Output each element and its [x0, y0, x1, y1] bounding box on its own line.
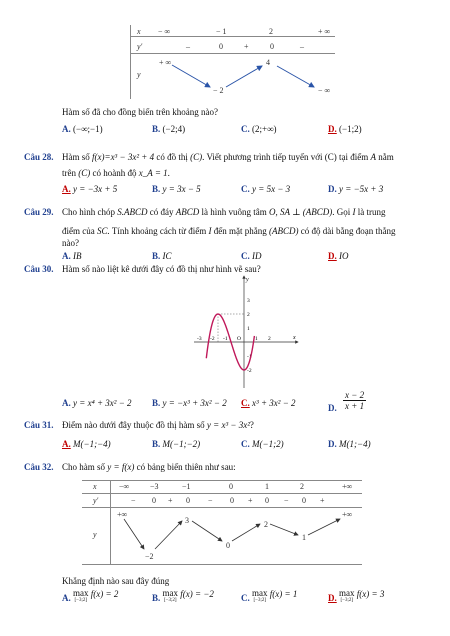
- graph-y-tick: -2: [247, 368, 252, 374]
- graph-y-tick: 3: [247, 298, 250, 304]
- t1-x-1: − 1: [216, 27, 227, 36]
- q28-option-c[interactable]: C. y = 5x − 3: [241, 184, 291, 194]
- t2-y: −2: [145, 552, 154, 561]
- t1-yp-1: 0: [219, 42, 223, 51]
- t2-y: 2: [264, 520, 268, 529]
- t2-yp: 0: [302, 496, 306, 505]
- t2-x: −∞: [119, 482, 130, 491]
- t1-x-0: − ∞: [158, 27, 171, 36]
- q32-option-c[interactable]: C. max [−3;2] f(x) = 1: [241, 588, 298, 603]
- t2-yp: −: [208, 496, 213, 505]
- t2-yp: +: [320, 496, 325, 505]
- t2-yp: −: [284, 496, 289, 505]
- t2-x-label: x: [93, 482, 97, 491]
- q31-option-c[interactable]: C. M(−1;2): [241, 439, 284, 449]
- t2-yp: +: [248, 496, 253, 505]
- graph-x-tick: -2: [210, 336, 215, 342]
- t1-yp-label: y': [137, 42, 143, 51]
- q30-graph: [192, 272, 302, 392]
- q32-closing: Khẳng định nào sau đây đúng: [62, 576, 170, 586]
- t2-yp: 0: [230, 496, 234, 505]
- q30-option-d[interactable]: D. $\frac{x - 2}{x + 1}$: [328, 390, 365, 413]
- q31-number: Câu 31.: [24, 420, 54, 430]
- t2-x: −1: [182, 482, 191, 491]
- q28-option-b[interactable]: B. y = 3x − 5: [152, 184, 201, 194]
- t2-x: 0: [229, 482, 233, 491]
- q31-option-b[interactable]: B. M(−1;−2): [152, 439, 201, 449]
- t2-yp: 0: [265, 496, 269, 505]
- t2-arrows: [110, 507, 362, 564]
- t2-yp: −: [131, 496, 136, 505]
- t1-x-3: + ∞: [318, 27, 331, 36]
- q29-line3: nào?: [62, 238, 79, 248]
- q32-option-a[interactable]: A. max [−3;2] f(x) = 2: [62, 588, 119, 603]
- t2-y: +∞: [342, 510, 353, 519]
- t2-x: +∞: [342, 482, 353, 491]
- q28-line1: Hàm số f(x)=x³ − 3x² + 4 có đồ thị (C). Viết phương trình tiếp tuyến với (C) tại điểm A nằm: [62, 152, 394, 162]
- graph-y-tick: -1: [247, 354, 252, 360]
- q30-option-a[interactable]: A. y = x⁴ + 3x² − 2: [62, 398, 132, 408]
- t1-y-0: + ∞: [159, 58, 172, 67]
- graph-x-tick: 1: [255, 336, 258, 342]
- t1-y-2: − 2: [213, 86, 224, 95]
- t2-yp: 0: [152, 496, 156, 505]
- graph-x-tick: -1: [223, 336, 228, 342]
- q27-option-c[interactable]: C. (2;+∞): [241, 124, 277, 134]
- q28-option-a[interactable]: A. y = −3x + 5: [62, 184, 118, 194]
- t1-y-3: − ∞: [318, 86, 331, 95]
- q29-option-a[interactable]: A. IB: [62, 251, 82, 261]
- q32-stem: Cho hàm số y = f(x) có bảng biến thiên như sau:: [62, 462, 236, 472]
- q29-line1: Cho hình chóp S.ABCD có đáy ABCD là hình vuông tâm O, SA ⊥ (ABCD). Gọi I là trung: [62, 207, 386, 217]
- q30-option-c[interactable]: C. x³ + 3x² − 2: [241, 398, 296, 408]
- t2-yp: 0: [186, 496, 190, 505]
- q28-number: Câu 28.: [24, 152, 54, 162]
- t2-y: +∞: [117, 510, 128, 519]
- t1-yp-4: –: [300, 42, 304, 51]
- t2-y-label: y: [93, 530, 97, 539]
- q28-option-d[interactable]: D. y = −5x + 3: [328, 184, 384, 194]
- t2-x: 2: [300, 482, 304, 491]
- q29-option-d[interactable]: D. IO: [328, 251, 349, 261]
- q28-line2: trên (C) có hoành độ x_A = 1.: [62, 168, 170, 178]
- q31-stem: Điểm nào dưới đây thuộc đồ thị hàm số y = x³ − 3x²?: [62, 420, 254, 430]
- t1-x-label: x: [137, 27, 141, 36]
- t1-yp-0: –: [186, 42, 190, 51]
- t2-x: −3: [150, 482, 159, 491]
- graph-x-tick: -3: [197, 336, 202, 342]
- t1-arrows: [130, 53, 340, 99]
- q31-option-d[interactable]: D. M(1;−4): [328, 439, 371, 449]
- q29-number: Câu 29.: [24, 207, 54, 217]
- t2-y: 1: [302, 533, 306, 542]
- q27-option-d[interactable]: D. (−1;2): [328, 124, 362, 134]
- t1-y-label: y: [137, 70, 141, 79]
- t1-y-1: 4: [266, 58, 270, 67]
- graph-y-tick: 2: [247, 312, 250, 318]
- t2-yp: +: [168, 496, 173, 505]
- t2-y: 3: [185, 516, 189, 525]
- q29-line2: điểm của SC. Tính khoảng cách từ điểm I đến mặt phẳng (ABCD) có độ dài bằng đoạn thẳng: [62, 226, 396, 236]
- t1-yp-2: +: [244, 42, 249, 51]
- q32-option-b[interactable]: B. max [−3;2] f(x) = −2: [152, 588, 214, 603]
- t2-yp-label: y': [93, 496, 99, 505]
- q27-option-a[interactable]: A. (−∞;−1): [62, 124, 103, 134]
- graph-origin: O: [237, 336, 241, 342]
- q32-number: Câu 32.: [24, 462, 54, 472]
- graph-x-axis-label: x: [293, 335, 296, 341]
- q29-option-c[interactable]: C. ID: [241, 251, 262, 261]
- t2-y: 0: [226, 541, 230, 550]
- t1-yp-3: 0: [270, 42, 274, 51]
- q30-number: Câu 30.: [24, 264, 54, 274]
- graph-y-axis-label: y: [246, 277, 249, 283]
- q27-stem: Hàm số đã cho đồng biến trên khoảng nào?: [62, 107, 218, 117]
- q29-option-b[interactable]: B. IC: [152, 251, 172, 261]
- q31-option-a[interactable]: A. M(−1;−4): [62, 439, 111, 449]
- q30-option-b[interactable]: B. y = −x³ + 3x² − 2: [152, 398, 227, 408]
- q27-option-b[interactable]: B. (−2;4): [152, 124, 186, 134]
- q30-stem: Hàm số nào liệt kê dưới đây có đồ thị như hình vẽ sau?: [62, 264, 261, 274]
- graph-y-tick: 1: [247, 326, 250, 332]
- graph-x-tick: 2: [268, 336, 271, 342]
- t2-x: 1: [265, 482, 269, 491]
- q32-option-d[interactable]: D. max [−3;2] f(x) = 3: [328, 588, 385, 603]
- t1-x-2: 2: [269, 27, 273, 36]
